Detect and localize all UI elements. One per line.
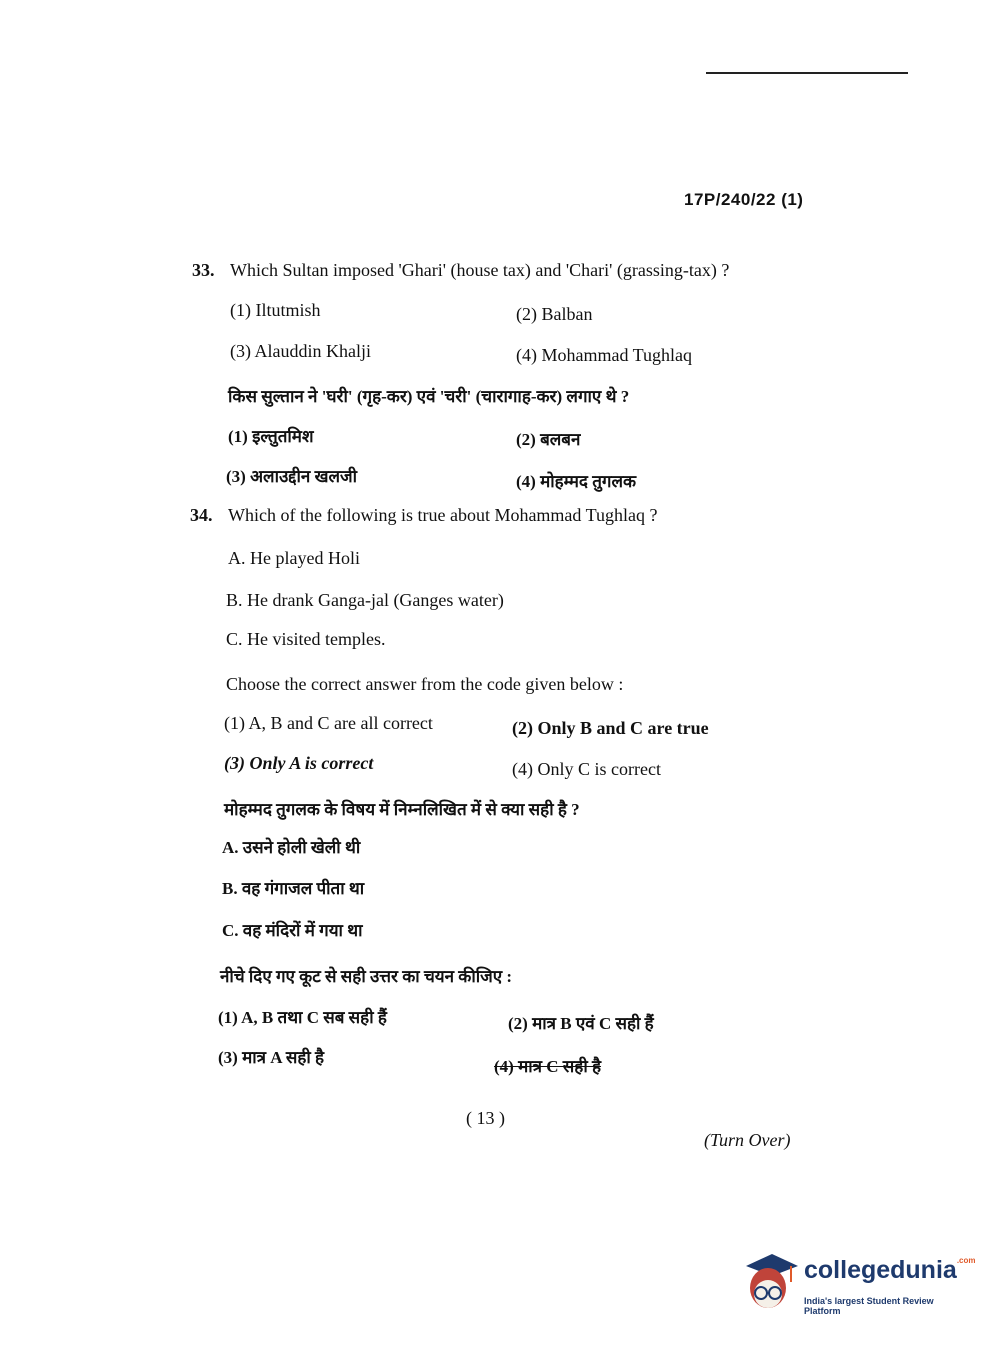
q34-option-en-1: (1) A, B and C are all correct bbox=[224, 713, 433, 733]
q34-option-hi-3: (3) मात्र A सही है bbox=[218, 1048, 325, 1067]
q33-option-en-2: (2) Balban bbox=[516, 304, 593, 324]
q33-number: 33. bbox=[192, 260, 215, 280]
mascot-icon bbox=[742, 1248, 800, 1314]
top-rule bbox=[706, 72, 908, 74]
q34-instruction-en: Choose the correct answer from the code given below : bbox=[226, 674, 624, 694]
q33-text-hi: किस सुल्तान ने 'घरी' (गृह-कर) एवं 'चरी' (चारागाह-कर) लगाए थे ? bbox=[228, 387, 630, 406]
q34-option-hi-2: (2) मात्र B एवं C सही हैं bbox=[508, 1014, 654, 1033]
q34-text-hi: मोहम्मद तुगलक के विषय में निम्नलिखित में से क्या सही है ? bbox=[224, 800, 580, 819]
q34-option-hi-4: (4) मात्र C सही है bbox=[494, 1057, 602, 1076]
q34-statement-hi-c: C. वह मंदिरों में गया था bbox=[222, 921, 363, 940]
q34-option-en-4: (4) Only C is correct bbox=[512, 759, 661, 779]
q34-option-hi-1: (1) A, B तथा C सब सही हैं bbox=[218, 1008, 387, 1027]
q34-instruction-hi: नीचे दिए गए कूट से सही उत्तर का चयन कीजिए : bbox=[220, 967, 513, 986]
q33-option-en-1: (1) Iltutmish bbox=[230, 300, 321, 320]
q34-statement-en-a: A. He played Holi bbox=[228, 548, 360, 568]
q34-option-en-2: (2) Only B and C are true bbox=[512, 718, 709, 738]
q34-option-en-3: (3) Only A is correct bbox=[224, 753, 374, 773]
collegedunia-watermark bbox=[742, 1248, 976, 1320]
logo-tagline: India's largest Student Review Platform bbox=[804, 1296, 934, 1316]
q34-number: 34. bbox=[190, 505, 213, 525]
q33-option-en-4: (4) Mohammad Tughlaq bbox=[516, 345, 693, 365]
q34-text-en: Which of the following is true about Mohammad Tughlaq ? bbox=[228, 505, 658, 525]
q33-option-hi-2: (2) बलबन bbox=[516, 430, 581, 449]
q34-statement-en-c: C. He visited temples. bbox=[226, 629, 386, 649]
logo-name: collegedunia bbox=[804, 1256, 957, 1284]
q34-statement-hi-a: A. उसने होली खेली थी bbox=[222, 838, 361, 857]
logo-suffix: .com bbox=[956, 1256, 976, 1265]
q34-statement-hi-b: B. वह गंगाजल पीता था bbox=[222, 879, 365, 898]
q33-option-hi-1: (1) इल्तुतमिश bbox=[228, 427, 314, 446]
q33-text-en: Which Sultan imposed 'Ghari' (house tax) and 'Chari' (grassing-tax) ? bbox=[230, 260, 730, 280]
q33-option-hi-4: (4) मोहम्मद तुगलक bbox=[516, 472, 637, 491]
q34-statement-en-b: B. He drank Ganga-jal (Ganges water) bbox=[226, 590, 504, 610]
q33-option-hi-3: (3) अलाउद्दीन खलजी bbox=[226, 467, 358, 486]
paper-code: 17P/240/22 (1) bbox=[684, 190, 804, 209]
page-number: ( 13 ) bbox=[466, 1108, 505, 1128]
q33-option-en-3: (3) Alauddin Khalji bbox=[230, 341, 371, 361]
turn-over: (Turn Over) bbox=[704, 1130, 791, 1150]
